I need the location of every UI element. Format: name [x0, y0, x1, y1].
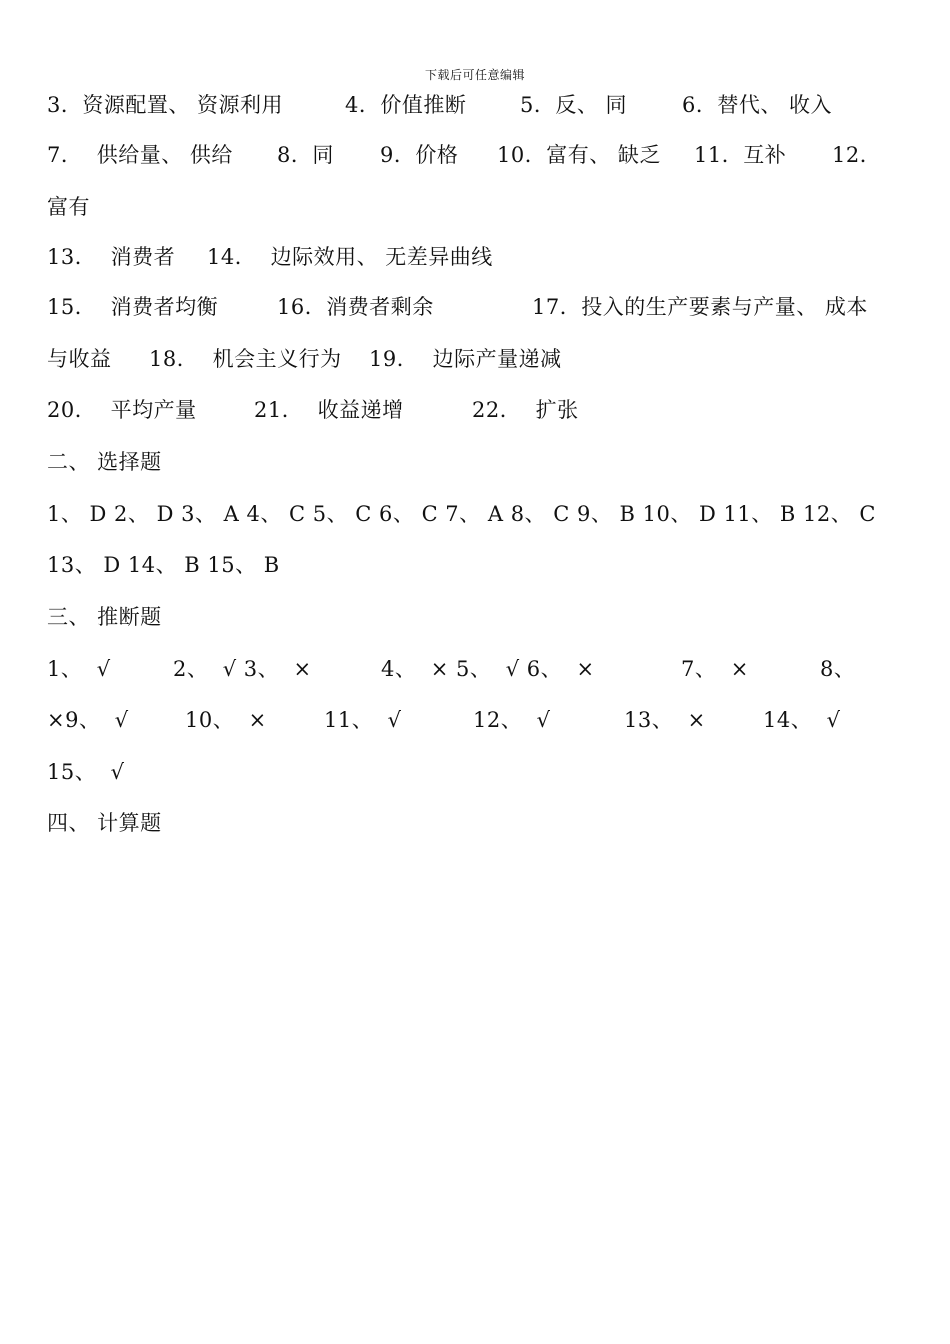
judge-item: 8、 [820, 657, 856, 681]
section-heading: 三、 推断题 [47, 605, 162, 629]
judge-item: 7、 × [681, 657, 749, 681]
answer-item: 19． 边际产量递减 [369, 347, 562, 371]
answer-item: 13． 消费者 [47, 245, 176, 269]
answer-item: 富有 [47, 195, 90, 219]
judge-item: 4、 × 5、 √ 6、 × [381, 657, 595, 681]
answer-item: 21． 收益递增 [254, 398, 404, 422]
judge-item: 12、 √ [473, 708, 551, 732]
answer-item: 10．富有、 缺乏 [497, 143, 661, 167]
answer-item: 5．反、 同 [520, 93, 628, 117]
choice-answers: 13、 D 14、 B 15、 B [47, 553, 280, 577]
judge-item: 10、 × [185, 708, 267, 732]
answer-item: 9．价格 [380, 143, 459, 167]
judge-item: 14、 √ [763, 708, 841, 732]
answer-item: 15． 消费者均衡 [47, 295, 219, 319]
answer-item: 16．消费者剩余 [277, 295, 434, 319]
answer-item: 6．替代、 收入 [682, 93, 833, 117]
answer-item: 与收益 [47, 347, 112, 371]
answer-item: 18． 机会主义行为 [149, 347, 342, 371]
answer-item: 11．互补 [694, 143, 787, 167]
answer-item: 8．同 [277, 143, 334, 167]
judge-item: ×9、 √ [47, 708, 129, 732]
section-heading: 二、 选择题 [47, 450, 162, 474]
judge-item: 13、 × [624, 708, 706, 732]
answer-item: 3．资源配置、 资源利用 [47, 93, 284, 117]
judge-item: 2、 √ 3、 × [173, 657, 312, 681]
judge-item: 1、 √ [47, 657, 111, 681]
choice-answers: 1、 D 2、 D 3、 A 4、 C 5、 C 6、 C 7、 A 8、 C 9、 B 10、 D 11、 B 12、 C [47, 502, 876, 526]
answer-item: 4．价值推断 [345, 93, 467, 117]
answer-item: 17．投入的生产要素与产量、 成本 [532, 295, 868, 319]
answer-item: 12． [832, 143, 882, 167]
answer-item: 7． 供给量、 供给 [47, 143, 233, 167]
page-header: 下载后可任意编辑 [424, 68, 525, 82]
judge-item: 11、 √ [324, 708, 402, 732]
answer-item: 14． 边际效用、 无差异曲线 [207, 245, 493, 269]
judge-item: 15、 √ [47, 760, 125, 784]
answer-item: 20． 平均产量 [47, 398, 197, 422]
answer-item: 22． 扩张 [472, 398, 579, 422]
section-heading: 四、 计算题 [47, 811, 162, 835]
